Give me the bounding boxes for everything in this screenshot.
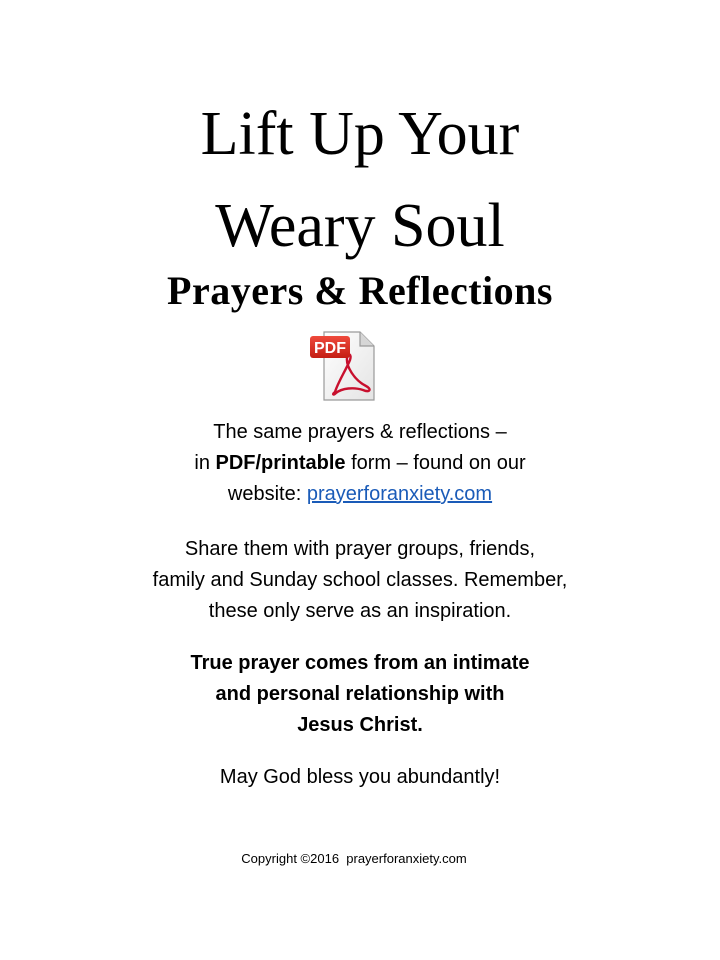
intro-paragraph xyxy=(0,417,720,510)
intro-line-2-suffix: form – found on our xyxy=(345,452,526,474)
true-prayer-line-1: True prayer comes from an intimate xyxy=(190,652,530,674)
intro-line-2-prefix: in xyxy=(194,452,216,474)
share-line-3: these only serve as an inspiration. xyxy=(208,600,512,622)
pdf-badge-label: PDF xyxy=(314,340,346,357)
blessing-line: May God bless you abundantly! xyxy=(219,766,501,788)
title-line-1: Lift Up Your xyxy=(200,100,520,168)
website-link[interactable]: prayerforanxiety.com xyxy=(306,483,493,505)
pdf-file-icon xyxy=(308,330,378,402)
true-prayer-line-2: and personal relationship with xyxy=(215,683,505,705)
intro-line-3 xyxy=(0,479,720,510)
pdf-printable-emphasis: PDF/printable xyxy=(215,452,346,474)
intro-line-1: The same prayers & reflections – xyxy=(213,421,507,443)
intro-line-3-prefix: website: xyxy=(227,483,307,505)
pdf-page-fold xyxy=(360,332,374,346)
share-line-1: Share them with prayer groups, friends, xyxy=(184,538,536,560)
subtitle: Prayers & Reflections xyxy=(167,268,553,313)
copyright-notice: Copyright ©2016 prayerforanxiety.com xyxy=(241,851,467,866)
share-paragraph xyxy=(0,534,720,627)
true-prayer-line-3: Jesus Christ. xyxy=(297,714,423,736)
true-prayer-paragraph xyxy=(0,648,720,741)
blessing-paragraph xyxy=(0,762,720,793)
title-line-2: Weary Soul xyxy=(215,192,505,260)
intro-line-2 xyxy=(0,448,720,479)
share-line-2: family and Sunday school classes. Remember, xyxy=(152,569,568,591)
